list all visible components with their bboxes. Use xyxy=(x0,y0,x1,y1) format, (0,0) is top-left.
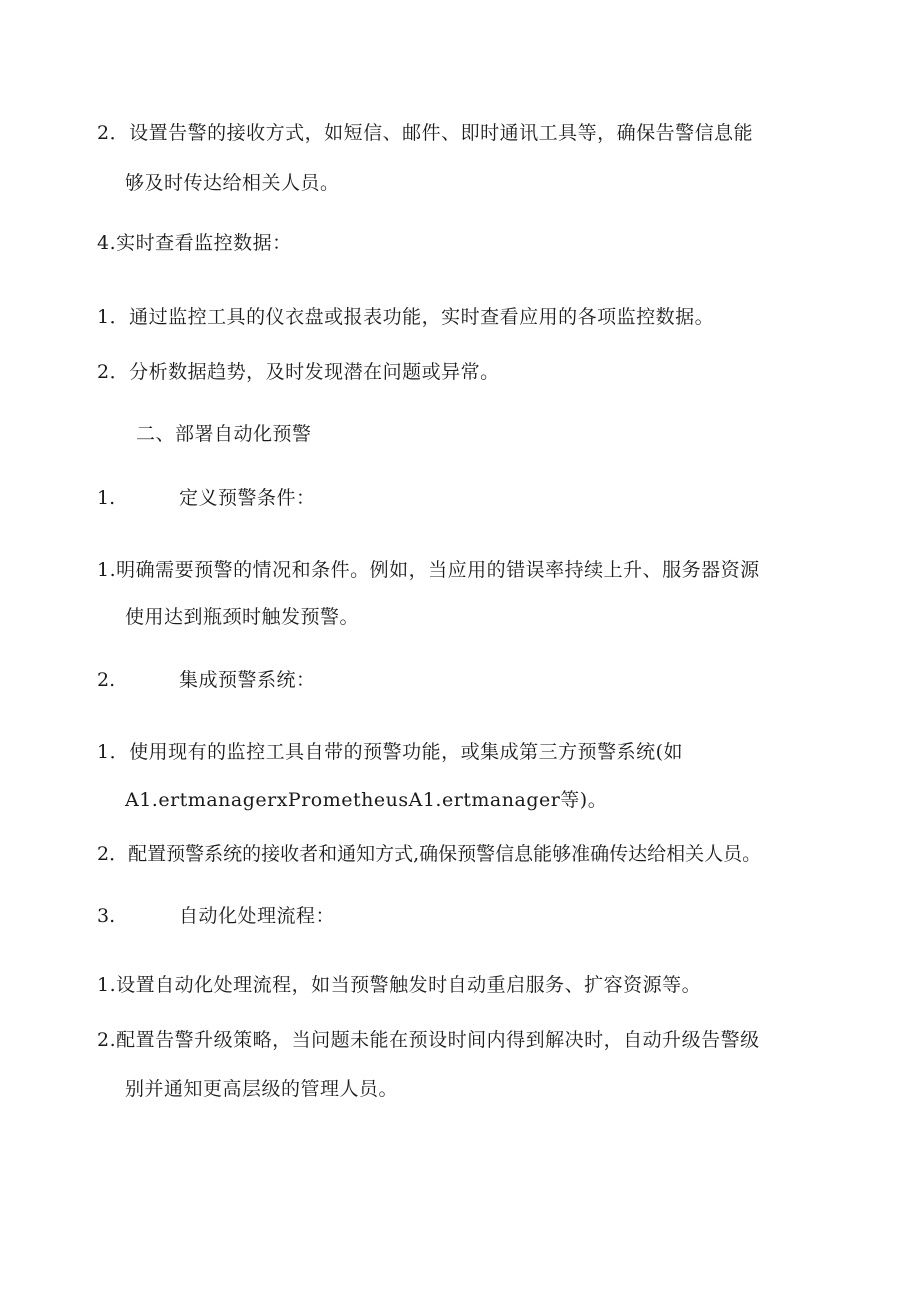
text-line: 2．配置预警系统的接收者和通知方式,确保预警信息能够准确传达给相关人员。 xyxy=(97,843,762,865)
text-line: 2．分析数据趋势，及时发现潜在问题或异常。 xyxy=(97,361,500,383)
subsection-heading: 集成预警系统： xyxy=(179,669,316,691)
text-line: 使用达到瓶颈时触发预警。 xyxy=(125,606,360,628)
text-line: 1．通过监控工具的仪衣盘或报表功能，实时查看应用的各项监控数据。 xyxy=(97,306,715,328)
text-line: 2．设置告警的接收方式，如短信、邮件、即时通讯工具等，确保告警信息能 xyxy=(97,122,754,144)
text-line: 1.明确需要预警的情况和条件。例如，当应用的错误率持续上升、服务器资源 xyxy=(97,559,760,581)
chapter-heading: 二、部署自动化预警 xyxy=(136,423,312,445)
text-line: A1.ertmanagerxPrometheusA1.ertmanager等)。 xyxy=(125,789,608,811)
text-line: 够及时传达给相关人员。 xyxy=(125,172,340,194)
text-line: 2.配置告警升级策略，当问题未能在预设时间内得到解决时，自动升级告警级 xyxy=(97,1029,760,1051)
list-number: 1. xyxy=(97,487,116,509)
subsection-heading: 定义预警条件： xyxy=(179,487,316,509)
list-number: 2. xyxy=(97,669,116,691)
section-heading: 4.实时查看监控数据： xyxy=(97,232,292,254)
text-line: 1.设置自动化处理流程，如当预警触发时自动重启服务、扩容资源等。 xyxy=(97,974,702,996)
subsection-heading: 自动化处理流程： xyxy=(179,905,336,927)
text-line: 别并通知更高层级的管理人员。 xyxy=(125,1078,399,1100)
list-number: 3. xyxy=(97,905,116,927)
text-line: 1．使用现有的监控工具自带的预警功能，或集成第三方预警系统(如 xyxy=(97,741,684,763)
